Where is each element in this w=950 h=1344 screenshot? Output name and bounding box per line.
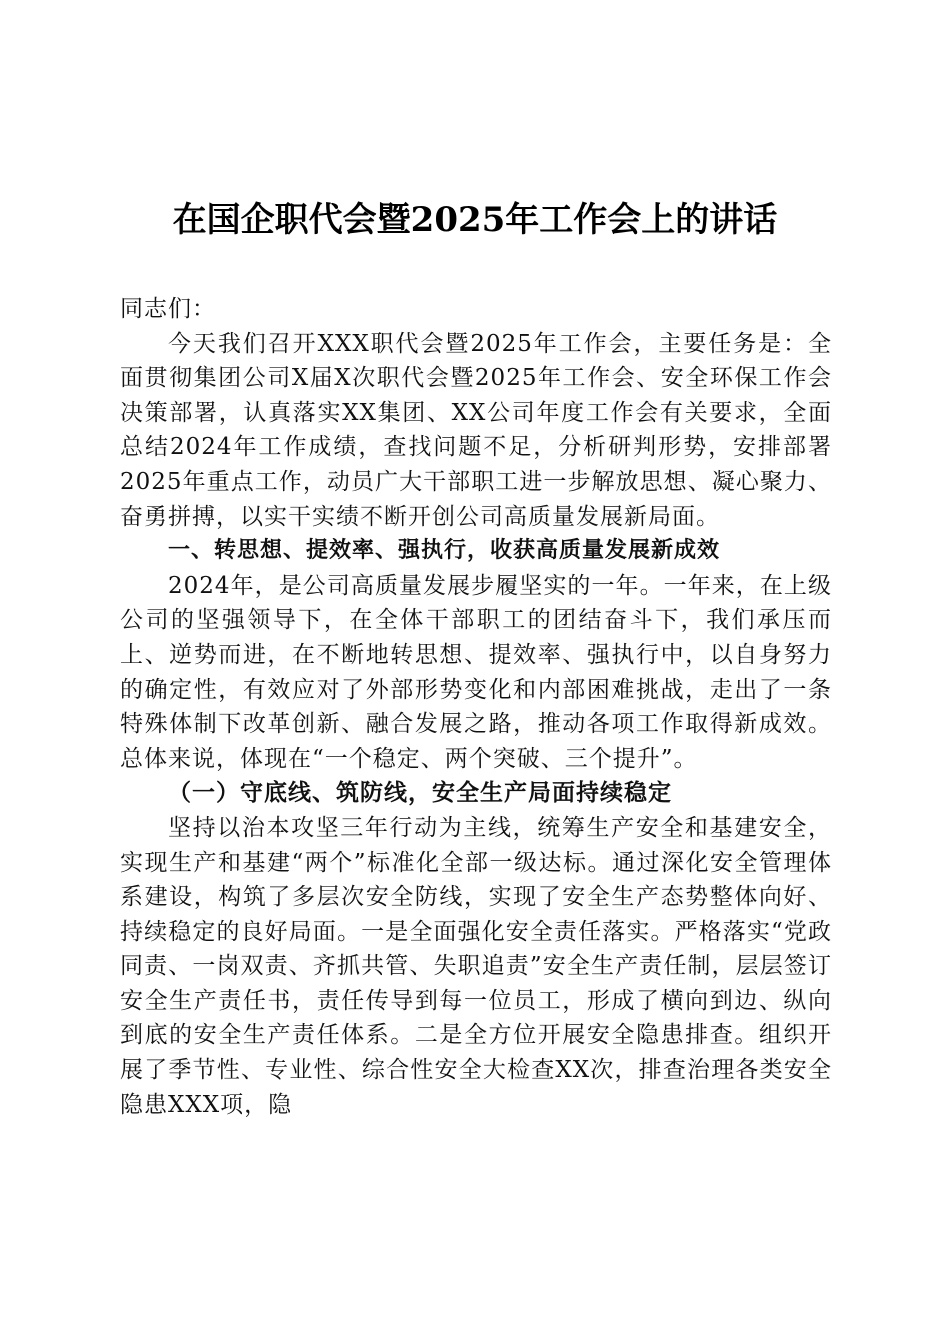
paragraph-safety: 坚持以治本攻坚三年行动为主线，统筹生产安全和基建安全，实现生产和基建“两个”标准化全部一级达标。通过深化安全管理体系建设，构筑了多层次安全防线，实现了安全生产态势整体向好、持续稳定的良好局面。一是全面强化安全责任落实。严格落实“党政同责、一岗双责、齐抓共管、失职追责”安全生产责任制，层层签订安全生产责任书，责任传导到每一位员工，形成了横向到边、纵向到底的安全生产责任体系。二是全方位开展安全隐患排查。组织开展了季节性、专业性、综合性安全大检查XX次，排查治理各类安全隐患XXX项，隐	[120, 814, 832, 1118]
subsection-heading-1: （一）守底线、筑防线，安全生产局面持续稳定	[168, 779, 672, 807]
document-body	[120, 292, 832, 1122]
salutation: 同志们：	[120, 296, 216, 322]
section-heading-1: 一、转思想、提效率、强执行，收获高质量发展新成效	[168, 538, 721, 564]
paragraph-2024-summary: 2024年，是公司高质量发展步履坚实的一年。一年来，在上级公司的坚强领导下，在全体干部职工的团结奋斗下，我们承压而上、逆势而进，在不断地转思想、提效率、强执行中，以自身努力的确定性，有效应对了外部形势变化和内部困难挑战，走出了一条特殊体制下改革创新、融合发展之路，推动各项工作取得新成效。总体来说，体现在“一个稳定、两个突破、三个提升”。	[120, 572, 832, 772]
document-title: 在国企职代会暨2025年工作会上的讲话	[172, 200, 778, 240]
paragraph-intro: 今天我们召开XXX职代会暨2025年工作会，主要任务是：全面贯彻集团公司X届X次职代会暨2025年工作会、安全环保工作会决策部署，认真落实XX集团、XX公司年度工作会有关要求，全面总结2024年工作成绩，查找问题不足，分析研判形势，安排部署2025年重点工作，动员广大干部职工进一步解放思想、凝心聚力、奋勇拼搏，以实干实绩不断开创公司高质量发展新局面。	[120, 330, 832, 530]
